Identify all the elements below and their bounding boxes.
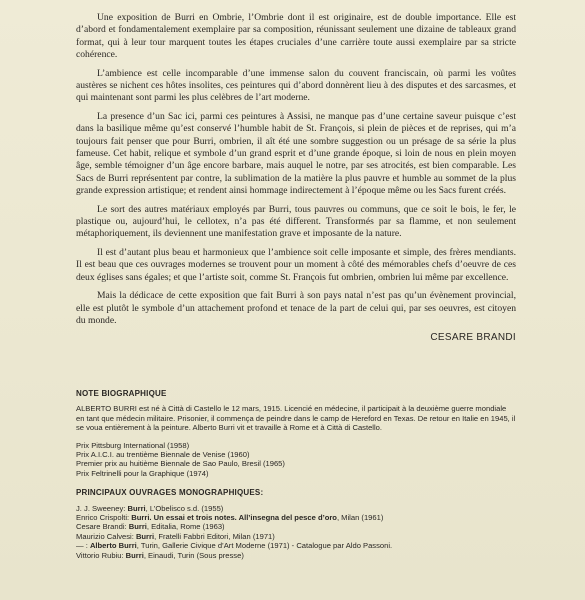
bio-text: ALBERTO BURRI est né à Città di Castello le 12 mars, 1915. Licencié en médecine, il participait à la deuxième guerre mondiale en tant que médecin militaire. Prisonier, il commença de peindre dans le camp de Hereford en Texas. De retour en Italie en 1945, il se voua entièrement à la peinture. Alberto Burri vit et travaille à Rome et à Città di Castello. [76, 404, 516, 433]
mono-title: Burri. Un essai et trois notes. All’insegna del pesce d’oro [131, 513, 337, 523]
list-item: Prix Feltrinelli pour la Graphique (1974) [76, 468, 209, 478]
mono-title: Alberto Burri [89, 541, 137, 551]
mono-author: Enrico Crispolti: [76, 513, 132, 523]
essay-paragraph: Une exposition de Burri en Ombrie, l’Ombrie dont il est originaire, est de double importance. Elle est d’abord et fondamentalement exemplaire par sa composition, réunissant seulement une dizaine de tableaux grand format, qui à leur tour marquent toutes les étapes cruciales d’une carrière toute aussi exemplaire par sa stricte cohérence. [76, 12, 516, 60]
list-item: Prix A.I.C.I. au trentième Biennale de Venise (1960) [76, 450, 250, 460]
mono-title: Burri [125, 550, 144, 560]
list-item [76, 551, 516, 560]
list-item [76, 522, 516, 531]
essay-paragraph: La presence d’un Sac ici, parmi ces peintures à Assisi, ne manque pas d’une certaine saveur puisque c’est dans la basilique même qu’est conservé l’humble habit de St. François, si plein de pièces et de reprises, qui m’a toujours fait penser que pour Burri, ombrien, il aît été une sombre suggestion ou un présage de sa série la plus fameuse. Cet habit, relique et symbole d’un grand esprit et d’une grande époque, si loin de nous en plein moyen âge, semble témoigner d’un âge encore barbare, mais auquel le notre, par ses atrocités, est bien comparable. Les Sacs de Burri représentent par contre, la sublimation de la matière la plus pauvre et humble au sommet de la plus grande expression artistique; et rendent ainsi hommage indirectement à l’époque même ou les Sacs furent créés. [76, 111, 516, 196]
essay [76, 12, 516, 344]
essay-paragraph: Mais la dédicace de cette exposition que fait Burri à son pays natal n’est pas qu’un évènement provincial, elle est plutôt le symbole d’un attachement profond et tenace de la part de celui qui, par ses oeuvres, est citoyen du monde. [76, 290, 516, 327]
mono-details: , Milan (1961) [336, 513, 384, 523]
mono-details: , Fratelli Fabbri Editori, Milan (1971) [154, 531, 275, 541]
essay-paragraph: L’ambience est celle incomparable d’une immense salon du couvent franciscain, où parmi les voûtes austères se nichent ces hôtes insolites, ces peintures qui d’abord donnèrent lieu à des disputes et des sarcasmes, et qui maintenant sont parmi les plus celèbres de l’art moderne. [76, 67, 516, 104]
mono-author: J. J. Sweeney: [76, 503, 128, 513]
list-item [76, 532, 516, 541]
mono-author: Cesare Brandi: [76, 522, 129, 532]
author-signature: CESARE BRANDI [430, 331, 516, 343]
notes-section [76, 389, 516, 570]
list-item [76, 504, 516, 513]
monographs-heading: PRINCIPAUX OUVRAGES MONOGRAPHIQUES: [76, 488, 264, 498]
mono-author: Maurizio Calvesi: [76, 531, 136, 541]
mono-details: , Turin, Gallerie Civique d’Art Moderne (1971) - Catalogue par Aldo Passoni. [136, 541, 393, 551]
list-item: Premier prix au huitième Biennale de Sao Paulo, Bresil (1965) [76, 459, 285, 469]
monographs-list [76, 504, 516, 560]
essay-paragraph: Il est d’autant plus beau et harmonieux que l’ambience soit celle imposante et simple, des frères mendiants. Il est beau que ces ouvrages modernes se trouvent pour un moment à côté des mémorables chefs d’oeuvre de ces deux églises sans égales; et que l’artiste soit, comme St. François fut ombrien, ombrien lui même par excellence. [76, 247, 516, 283]
mono-details: , Einaudi, Turin (Sous presse) [143, 550, 244, 560]
mono-title: Burri [135, 531, 155, 541]
mono-author: Vittorio Rubiu: [76, 550, 126, 560]
bio-heading: NOTE BIOGRAPHIQUE [76, 389, 167, 398]
prize-list [76, 441, 516, 479]
mono-author: — : [76, 541, 90, 551]
mono-title: Burri [127, 503, 146, 513]
mono-details: , L’Obelisco s.d. (1955) [145, 503, 224, 513]
list-item: Prix Pittsburg International (1958) [76, 440, 190, 450]
mono-details: , Editalia, Rome (1963) [146, 522, 225, 532]
essay-paragraph: Le sort des autres matériaux employés par Burri, tous pauvres ou communs, que ce soit le bois, le fer, le plastique ou, aujourd’hui, le cellotex, n’a pas été different. Transformés par sa flamme, et non seulement métaphoriquement, ils deviennent une manifestation grave et imposante de la nature. [76, 203, 516, 240]
list-item [76, 513, 516, 522]
list-item [76, 541, 516, 550]
mono-title: Burri [128, 522, 147, 532]
